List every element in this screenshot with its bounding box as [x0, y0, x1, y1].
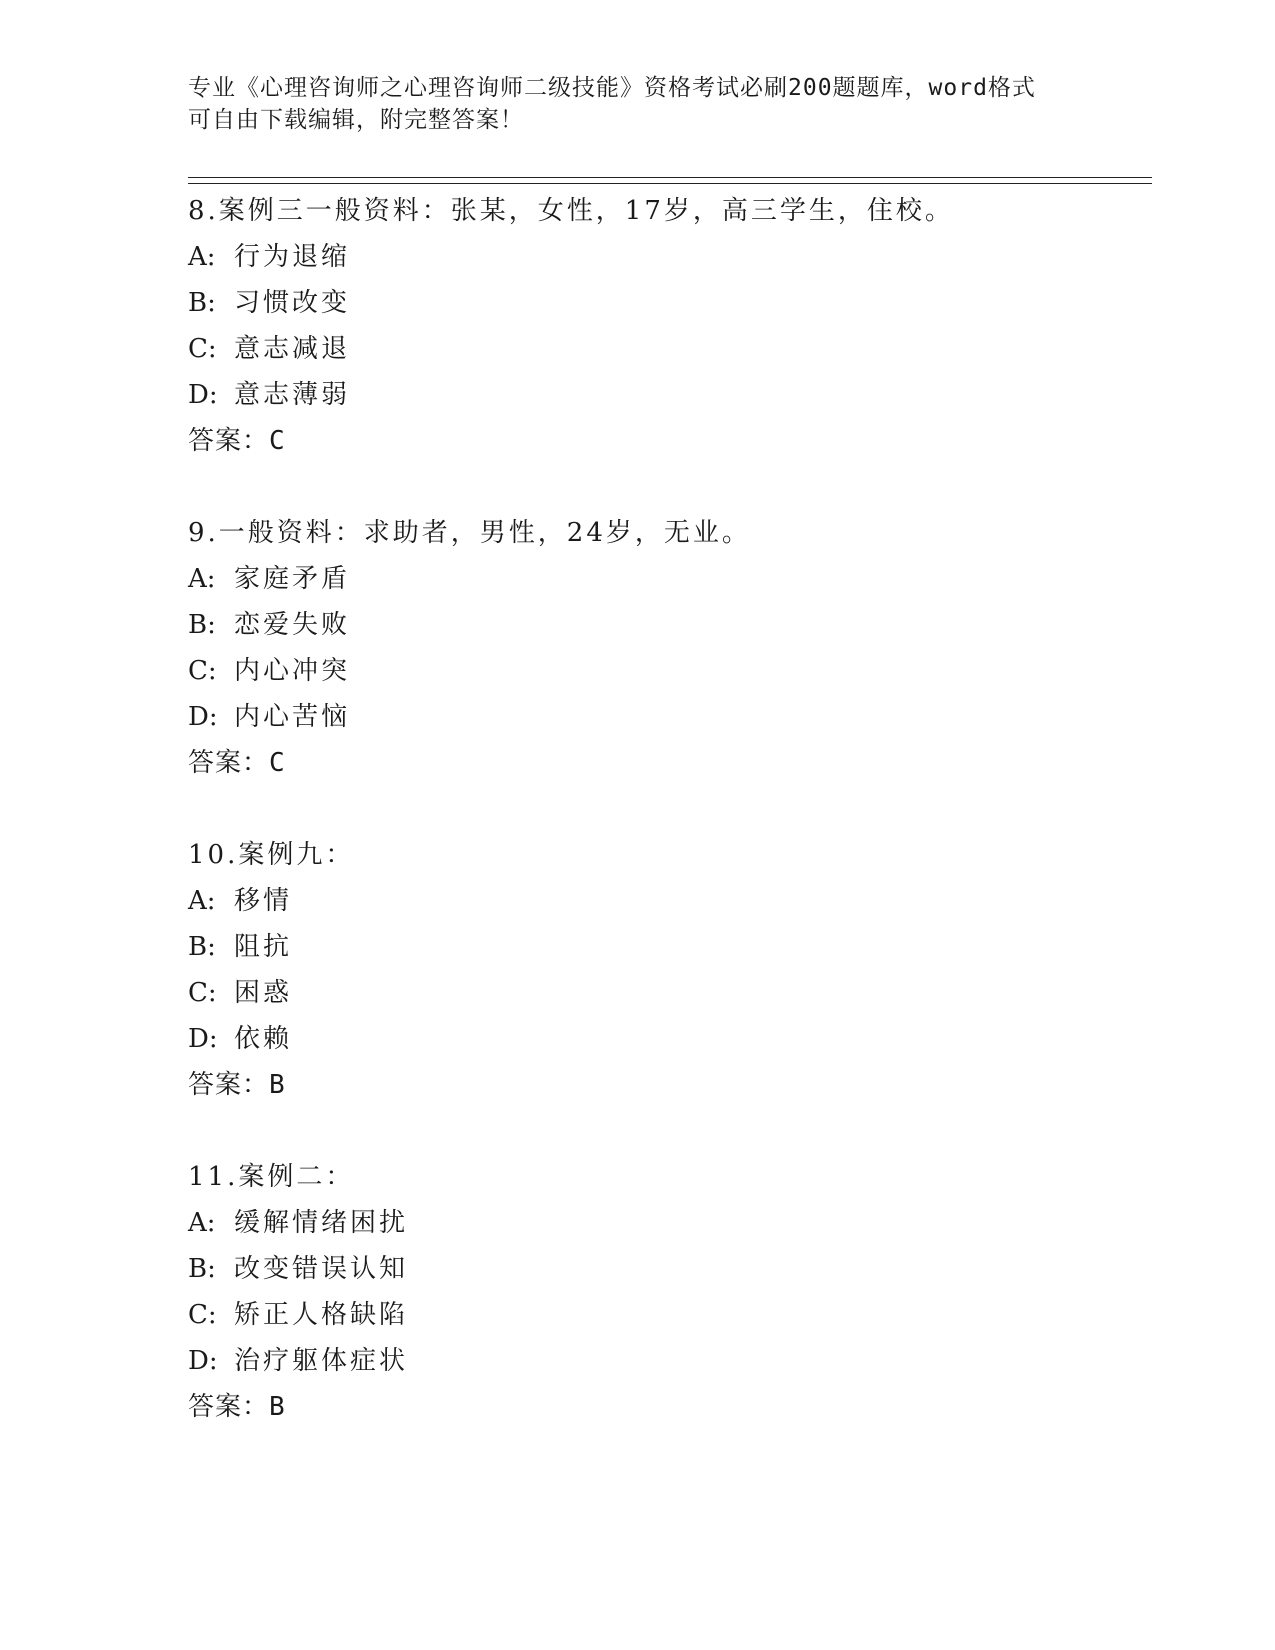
answer-label: 答案：: [188, 426, 270, 456]
option-c: [188, 648, 1148, 694]
answer-value: C: [269, 426, 286, 456]
option-letter: C:: [188, 978, 217, 1008]
option-b: [188, 602, 1148, 648]
question-10: [188, 832, 1148, 1108]
option-text: 意志薄弱: [234, 380, 351, 410]
option-text: 内心苦恼: [234, 702, 351, 732]
option-text: 矫正人格缺陷: [234, 1300, 409, 1330]
option-letter: D:: [188, 1024, 218, 1054]
option-c: [188, 970, 1148, 1016]
option-letter: A:: [188, 886, 216, 916]
option-d: [188, 694, 1148, 740]
option-d: [188, 1016, 1148, 1062]
option-text: 习惯改变: [234, 288, 351, 318]
answer-value: B: [269, 1070, 286, 1100]
option-letter: B:: [188, 932, 216, 962]
option-text: 改变错误认知: [234, 1254, 409, 1284]
header-line-1: 专业《心理咨询师之心理咨询师二级技能》资格考试必刷200题题库，word格式: [188, 75, 1036, 101]
option-letter: B:: [188, 1254, 216, 1284]
option-text: 恋爱失败: [234, 610, 351, 640]
option-a: [188, 556, 1148, 602]
option-letter: A:: [188, 242, 216, 272]
option-text: 阻抗: [234, 932, 293, 962]
option-text: 意志减退: [234, 334, 351, 364]
option-b: [188, 280, 1148, 326]
question-stem: 8.案例三一般资料：张某，女性，17岁，高三学生，住校。: [188, 196, 954, 226]
option-letter: C:: [188, 334, 217, 364]
question-stem: 10.案例九：: [188, 840, 355, 870]
question-8: [188, 188, 1148, 464]
option-letter: A:: [188, 1208, 216, 1238]
option-letter: D:: [188, 380, 218, 410]
option-a: [188, 1200, 1148, 1246]
answer-value: C: [269, 748, 286, 778]
answer-line: [188, 1384, 1148, 1430]
option-d: [188, 1338, 1148, 1384]
question-11: [188, 1154, 1148, 1430]
answer-line: [188, 1062, 1148, 1108]
option-text: 缓解情绪困扰: [234, 1208, 409, 1238]
option-letter: C:: [188, 1300, 217, 1330]
option-text: 依赖: [234, 1024, 293, 1054]
option-text: 行为退缩: [234, 242, 351, 272]
option-b: [188, 924, 1148, 970]
option-c: [188, 1292, 1148, 1338]
option-text: 移情: [234, 886, 293, 916]
header-divider-bottom: [188, 183, 1152, 184]
option-text: 困惑: [234, 978, 293, 1008]
option-text: 治疗躯体症状: [234, 1346, 409, 1376]
option-c: [188, 326, 1148, 372]
answer-label: 答案：: [188, 1070, 270, 1100]
question-stem: 11.案例二：: [188, 1162, 355, 1192]
answer-line: [188, 740, 1148, 786]
question-9: [188, 510, 1148, 786]
option-a: [188, 878, 1148, 924]
document-header: [188, 72, 1088, 136]
question-stem: 9.一般资料：求助者，男性，24岁，无业。: [188, 518, 751, 548]
option-letter: C:: [188, 656, 217, 686]
option-letter: D:: [188, 1346, 218, 1376]
option-letter: B:: [188, 610, 216, 640]
option-text: 家庭矛盾: [234, 564, 351, 594]
option-b: [188, 1246, 1148, 1292]
answer-value: B: [269, 1392, 286, 1422]
option-text: 内心冲突: [234, 656, 351, 686]
header-divider-top: [188, 177, 1152, 178]
option-letter: B:: [188, 288, 216, 318]
option-letter: A:: [188, 564, 216, 594]
option-d: [188, 372, 1148, 418]
answer-label: 答案：: [188, 748, 270, 778]
option-a: [188, 234, 1148, 280]
option-letter: D:: [188, 702, 218, 732]
answer-line: [188, 418, 1148, 464]
answer-label: 答案：: [188, 1392, 270, 1422]
header-line-2: 可自由下载编辑，附完整答案！: [188, 107, 524, 133]
